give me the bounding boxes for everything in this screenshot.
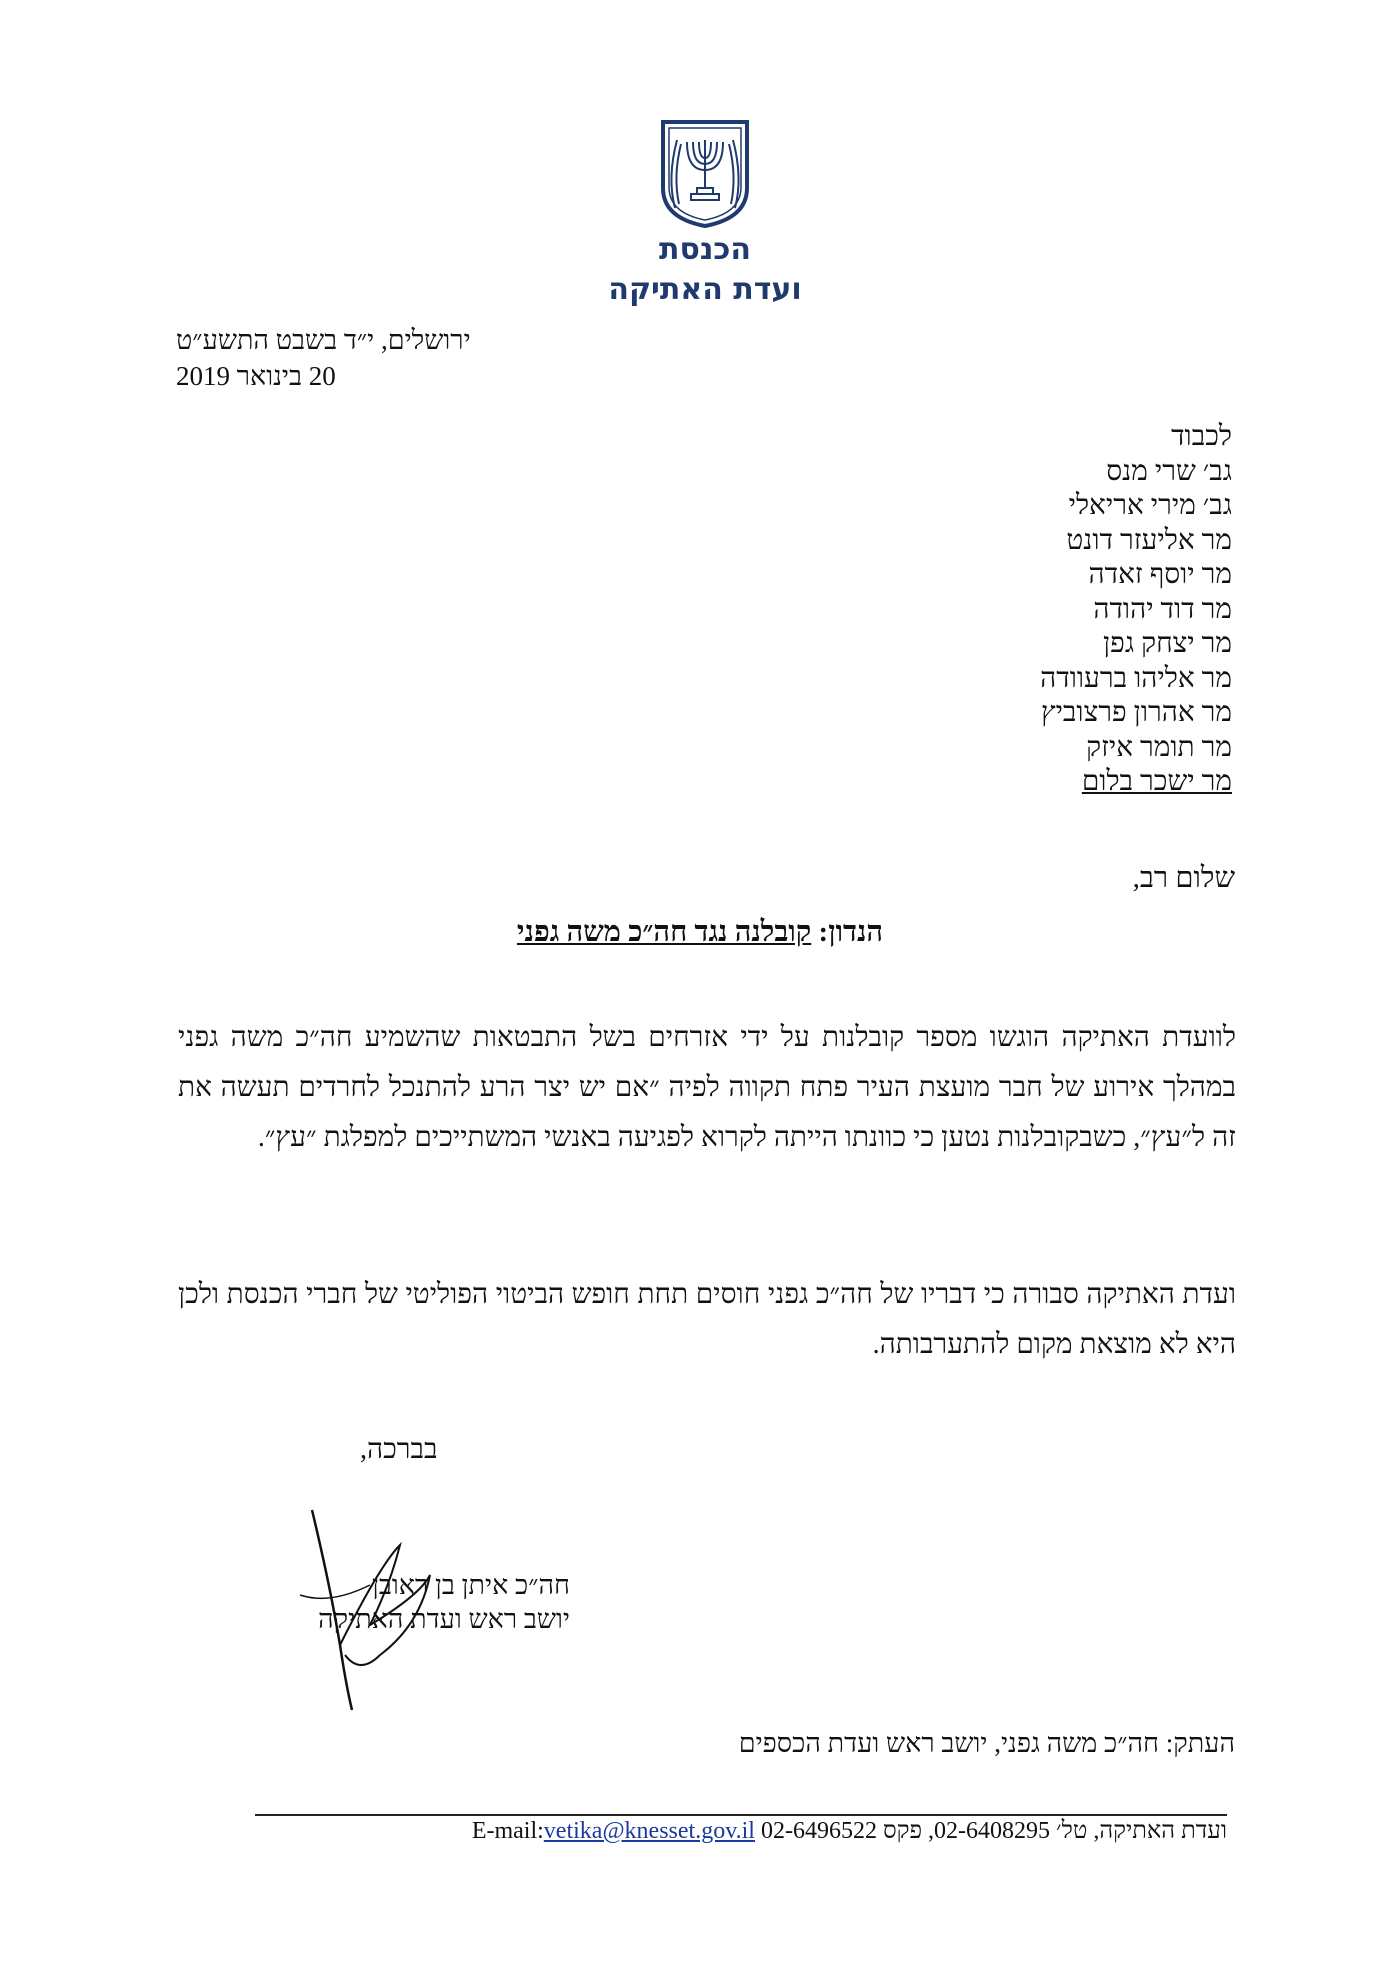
knesset-emblem-icon <box>657 118 753 230</box>
recipient: מר ישכר בלום <box>1081 766 1232 797</box>
date-block <box>176 322 596 394</box>
footer-email-block <box>472 1818 755 1844</box>
subject-label: הנדון: <box>818 916 884 948</box>
hebrew-date: ירושלים, י״ד בשבט התשע״ט <box>176 325 471 355</box>
body-paragraph: לוועדת האתיקה הוגשו מספר קובלנות על ידי אזרחים בשל התבטאות שהשמיע חה״כ משה גפני במהלך אירוע של חבר מועצת העיר פתח תקווה לפיה ״אם יש יצר הרע להתנכל לחרדים תעשה את זה ל״עץ״, כשבקובלנות נטען כי כוונתו הייתה לקרוא לפגיעה באנשי המשתייכים למפלגת ״עץ״. <box>178 1022 1236 1153</box>
greeting: שלום רב, <box>1132 862 1235 894</box>
org-name: הכנסת <box>658 232 752 267</box>
email-link[interactable]: vetika@knesset.gov.il <box>543 1818 755 1844</box>
recipient: מר אליהו ברעוודה <box>1040 662 1232 694</box>
body-paragraph: ועדת האתיקה סבורה כי דבריו של חה״כ גפני חוסים תחת חופש הביטוי הפוליטי של חברי הכנסת ולכן היא לא מוצאת מקום להתערבותה. <box>178 1279 1236 1360</box>
email-label: E-mail: <box>471 1818 544 1844</box>
recipient: מר אליעזר דונט <box>1066 524 1232 556</box>
footer-divider <box>255 1814 1227 1816</box>
recipient: מר יצחק גפן <box>1103 628 1232 659</box>
recipient: גב׳ שרי מנס <box>1106 455 1232 487</box>
subject-topic: קובלנה נגד חה״כ משה גפני <box>516 916 812 948</box>
recipient: מר תומר איזק <box>1086 731 1232 763</box>
signatory-name: חה״כ איתן בן ראובן <box>371 1570 570 1600</box>
letterhead <box>560 118 850 310</box>
handwritten-signature-icon <box>270 1505 460 1715</box>
salutation: לכבוד <box>1171 421 1232 452</box>
gregorian-date: 20 בינואר 2019 <box>176 361 336 391</box>
recipient: מר יוסף זאדה <box>1088 559 1232 590</box>
closing: בברכה, <box>360 1434 438 1465</box>
recipient: גב׳ מירי אריאלי <box>1068 490 1232 521</box>
footer-contact: ועדת האתיקה, טל׳ 02-6408295, פקס 02-6496522 <box>760 1818 1227 1844</box>
recipient: מר אהרון פרצוביץ <box>1041 697 1232 728</box>
subject-line <box>0 916 1400 949</box>
footer <box>255 1818 1227 1845</box>
cc-line: העתק: חה״כ משה גפני, יושב ראש ועדת הכספים <box>738 1728 1235 1758</box>
recipient: מר דוד יהודה <box>1093 593 1232 625</box>
signatory-title: יושב ראש ועדת האתיקה <box>318 1604 570 1634</box>
committee-name: ועדת האתיקה <box>608 272 802 307</box>
recipients-list <box>1040 420 1232 800</box>
